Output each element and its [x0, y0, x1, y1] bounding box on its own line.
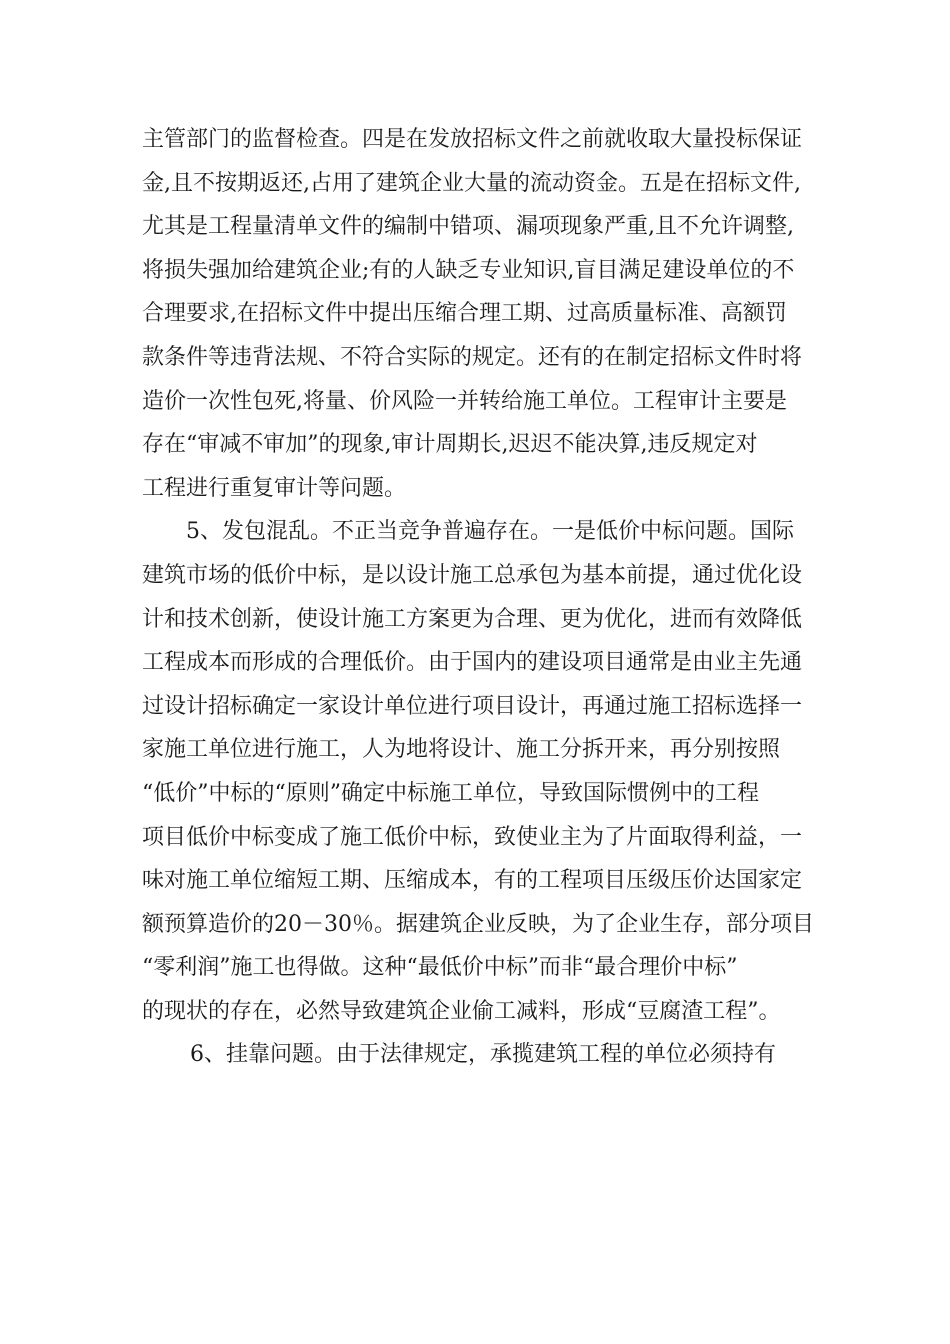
text-line: 计和技术创新，使设计施工方案更为合理、更为优化，进而有效降低 [142, 606, 803, 632]
text-line: 尤其是工程量清单文件的编制中错项、漏项现象严重,且不允许调整, [142, 214, 794, 240]
text-line: 工程成本而形成的合理低价。由于国内的建设项目通常是由业主先通 [142, 650, 803, 676]
text-line: 款条件等违背法规、不符合实际的规定。还有的在制定招标文件时将 [142, 344, 803, 370]
text-line: 金,且不按期返还,占用了建筑企业大量的流动资金。五是在招标文件, [142, 170, 801, 196]
text-line: 味对施工单位缩短工期、压缩成本，有的工程项目压级压价达国家定 [142, 868, 803, 894]
text-line: 将损失强加给建筑企业;有的人缺乏专业知识,盲目满足建设单位的不 [142, 257, 795, 283]
text-line: 主管部门的监督检查。四是在发放招标文件之前就收取大量投标保证 [142, 127, 803, 152]
text-line: 的现状的存在，必然导致建筑企业偷工减料，形成“豆腐渣工程”。 [142, 998, 781, 1024]
text-line: 额预算造价的20－30％。据建筑企业反映，为了企业生存，部分项目 [142, 911, 814, 937]
text-line: 工程进行重复审计等问题。 [142, 475, 407, 501]
text-line: 造价一次性包死,将量、价风险一并转给施工单位。工程审计主要是 [142, 388, 787, 414]
text-line: 项目低价中标变成了施工低价中标，致使业主为了片面取得利益，一 [142, 824, 803, 850]
body-text [142, 118, 818, 1077]
text-line: “低价”中标的“原则”确定中标施工单位，导致国际惯例中的工程 [142, 780, 759, 806]
text-line: “零利润”施工也得做。这种“最低价中标”而非“最合理价中标” [142, 955, 738, 981]
text-line: 建筑市场的低价中标，是以设计施工总承包为基本前提，通过优化设 [142, 562, 803, 588]
text-line: 合理要求,在招标文件中提出压缩合理工期、过高质量标准、高额罚 [142, 301, 787, 327]
text-line: 存在“审减不审加”的现象,审计周期长,迟迟不能决算,违反规定对 [142, 432, 758, 458]
paragraph-start-line: 5、发包混乱。不正当竞争普遍存在。一是低价中标问题。国际 [186, 519, 794, 545]
text-line: 家施工单位进行施工，人为地将设计、施工分拆开来，再分别按照 [142, 737, 781, 763]
text-line: 过设计招标确定一家设计单位进行项目设计，再通过施工招标选择一 [142, 693, 803, 719]
paragraph-start-line: 6、挂靠问题。由于法律规定，承揽建筑工程的单位必须持有 [190, 1042, 776, 1068]
